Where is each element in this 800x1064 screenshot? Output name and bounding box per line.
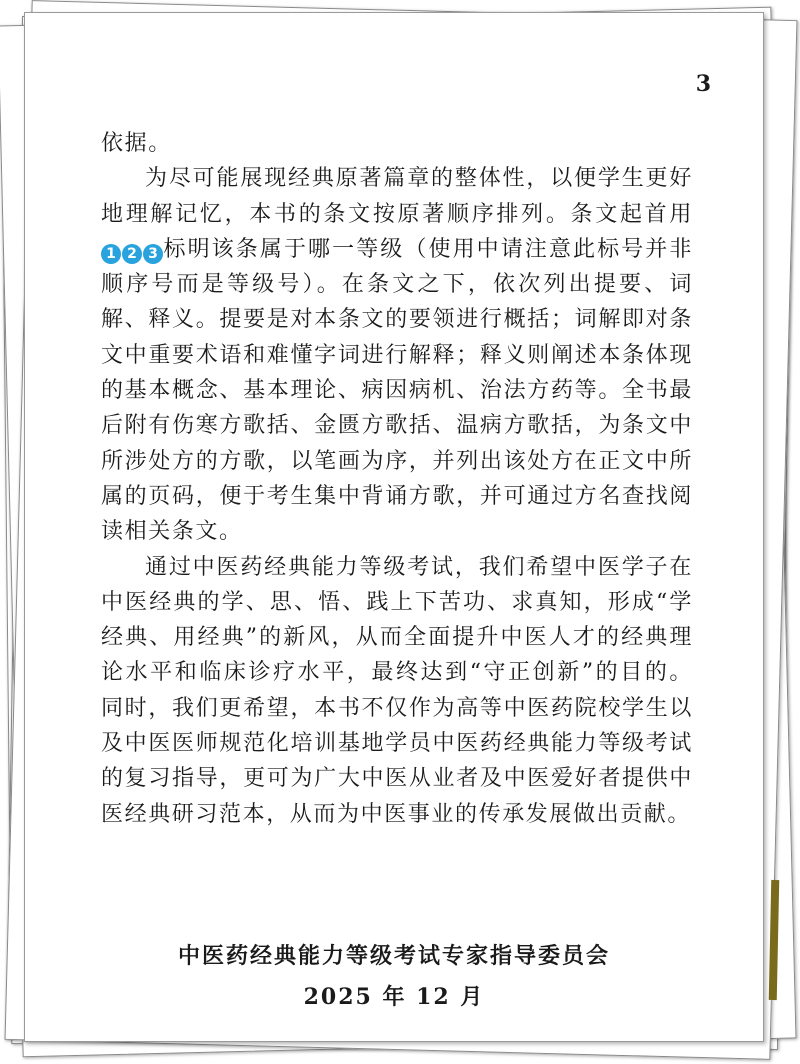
document-page	[24, 12, 764, 1042]
level-mark-3-icon: 3	[143, 244, 163, 264]
paragraph-2-text-after: 标明该条属于哪一等级（使用中请注意此标号并非顺序号而是等级号）。在条文之下，依次列出提要、词解、释义。提要是对本条文的要领进行概括；词解即对条文中重要术语和难懂字词进行解释；释义则阐述本条体现的基本概念、基本理论、病因病机、治法方药等。全书最后附有伤寒方歌括、金匮方歌括、温病方歌括，为条文中所涉处方的方歌，以笔画为序，并列出该处方在正文中所属的页码，便于考生集中背诵方歌，并可通过方名查找阅读相关条文。	[101, 236, 693, 545]
page-number: 3	[695, 71, 711, 97]
paragraph-2-text-before: 为尽可能展现经典原著篇章的整体性，以便学生更好地理解记忆，本书的条文按原著顺序排列。条文起首用	[101, 166, 693, 227]
level-mark-2-icon: 2	[122, 244, 142, 264]
paragraph-2	[101, 161, 693, 549]
paragraph-3: 通过中医药经典能力等级考试，我们希望中医学子在中医经典的学、思、悟、践上下苦功、求真知，形成“学经典、用经典”的新风，从而全面提升中医人才的经典理论水平和临床诊疗水平，最终达到“守正创新”的目的。同时，我们更希望，本书不仅作为高等中医药院校学生以及中医医师规范化培训基地学员中医药经典能力等级考试的复习指导，更可为广大中医从业者及中医爱好者提供中医经典研习范本，从而为中医事业的传承发展做出贡献。	[101, 554, 693, 827]
level-mark-1-icon: 1	[101, 244, 121, 264]
signature-organization: 中医药经典能力等级考试专家指导委员会	[177, 943, 610, 969]
body-text	[101, 126, 693, 832]
level-marks	[101, 244, 163, 264]
paragraph-1: 依据。	[101, 131, 172, 156]
signature-date: 2025 年 12 月	[303, 984, 485, 1010]
